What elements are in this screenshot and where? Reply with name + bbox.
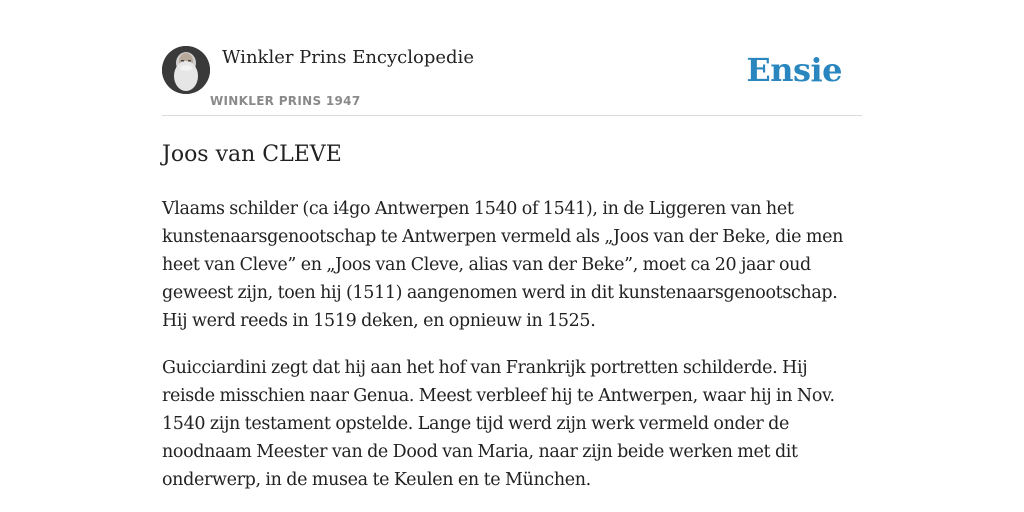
article [162,140,862,512]
source-subtitle: WINKLER PRINS 1947 [210,94,361,108]
bearded-portrait-icon [162,46,210,94]
avatar[interactable] [162,46,210,94]
brand-logo[interactable]: Ensie [746,51,842,89]
article-paragraph: Vlaams schilder (ca i4go Antwerpen 1540 of 1541), in de Liggeren van het kunstenaarsgenootschap te Antwerpen vermeld als „Joos van der Beke, die men heet van Cleve” en „Joos van Cleve, alias van der Beke”, moet ca 20 jaar oud geweest zijn, toen hij (1511) aangenomen werd in dit kunstenaarsgenootschap. Hij werd reeds in 1519 deken, en opnieuw in 1525. [162,199,843,331]
article-paragraph: Guicciardini zegt dat hij aan het hof van Frankrijk portretten schilderde. Hij reisde misschien naar Genua. Meest verbleef hij te Antwerpen, waar hij in Nov. 1540 zijn testament opstelde. Lange tijd werd zijn werk vermeld onder de noodnaam Meester van de Dood van Maria, naar zijn beide werken met dit onderwerp, in de musea te Keulen en te München. [162,358,835,490]
source-title[interactable]: Winkler Prins Encyclopedie [222,47,474,68]
source-header [162,40,862,116]
article-title: Joos van CLEVE [162,142,342,167]
